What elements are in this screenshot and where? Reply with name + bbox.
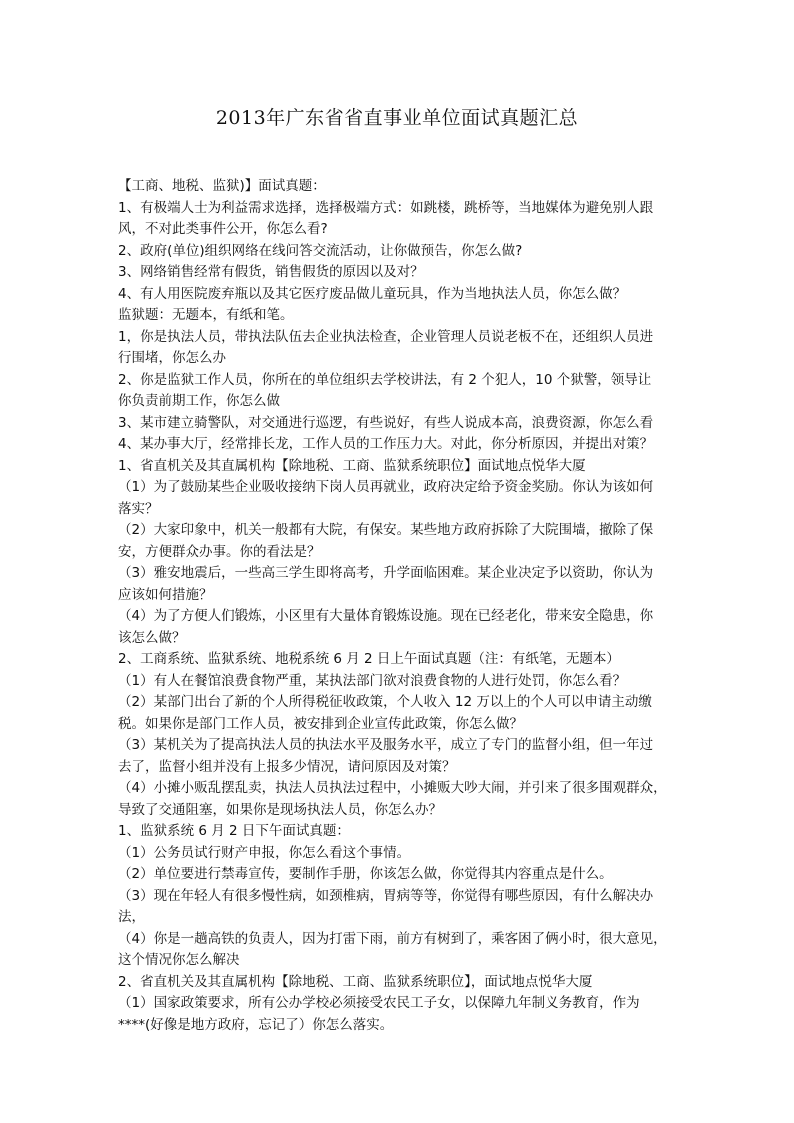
text-line: （1）公务员试行财产申报，你怎么看这个事情。 [118,844,411,861]
text-line: （2）某部门出台了新的个人所得税征收政策，个人收入 12 万以上的个人可以申请主动缴 [118,694,652,710]
text-line: 落实？ [118,500,159,517]
text-line: （4）小摊小贩乱摆乱卖，执法人员执法过程中，小摊贩大吵大闹，并引来了很多围观群众， [118,780,667,796]
text-line: （3）现在年轻人有很多慢性病，如颈椎病，胃病等等，你觉得有哪些原因，有什么解决办 [118,887,654,904]
text-line: （3）雅安地震后，一些高三学生即将高考，升学面临困难。某企业决定予以资助，你认为 [118,565,654,581]
text-line: 1，你是执法人员，带执法队伍去企业执法检查，企业管理人员说老板不在，还组织人员进 [118,328,654,345]
text-line: ****(好像是地方政府，忘记了）你怎么落实。 [118,1016,394,1033]
text-line: 4、有人用医院废弃瓶以及其它医疗废品做儿童玩具，作为当地执法人员，你怎么做？ [118,285,627,302]
text-line: 1、有极端人士为利益需求选择，选择极端方式：如跳楼，跳桥等，当地媒体为避免别人跟 [118,199,654,216]
text-line: 3、网络销售经常有假货，销售假货的原因以及对？ [118,264,424,280]
text-line: （1）为了鼓励某些企业吸收接纳下岗人员再就业，政府决定给予资金奖励。你认为该如何 [118,479,654,495]
text-line: 行围堵，你怎么办 [118,350,226,366]
text-line: 去了，监督小组并没有上报多少情况，请问原因及对策？ [118,758,456,775]
text-line: 这个情况你怎么解决 [118,952,240,968]
text-line: 1、监狱系统 6 月 2 日下午面试真题： [118,823,350,839]
text-line: 你负责前期工作，你怎么做 [118,393,280,409]
text-line: 应该如何措施？ [118,586,213,603]
text-line: 监狱题：无题本，有纸和笔。 [118,307,294,323]
document-body [118,176,678,1036]
text-line: （4）你是一趟高铁的负责人，因为打雷下雨，前方有树到了，乘客困了俩小时，很大意见， [118,930,667,947]
text-line: 1、省直机关及其直属机构【除地税、工商、监狱系统职位】面试地点悦华大厦 [118,457,586,474]
text-line: （2）单位要进行禁毒宣传，要制作手册，你该怎么做，你觉得其内容重点是什么。 [118,866,613,882]
text-line: 2、省直机关及其直属机构【除地税、工商、监狱系统职位】，面试地点悦华大厦 [118,973,593,990]
text-line: （2）大家印象中，机关一般都有大院，有保安。某些地方政府拆除了大院围墙，撤除了保 [118,522,654,538]
text-line: 4、某办事大厅，经常排长龙，工作人员的工作压力大。对此，你分析原因，并提出对策？ [118,436,654,452]
text-line: （1）有人在餐馆浪费食物严重，某执法部门欲对浪费食物的人进行处罚，你怎么看？ [118,672,627,689]
text-line: 2、你是监狱工作人员，你所在的单位组织去学校讲法，有 2 个犯人，10 个狱警，领导让 [118,371,652,388]
text-line: 风，不对此类事件公开，你怎么看? [118,221,328,237]
text-line: 2、工商系统、监狱系统、地税系统 6 月 2 日上午面试真题（注：有纸笔，无题本） [118,651,620,667]
text-line: （4）为了方便人们锻炼，小区里有大量体育锻炼设施。现在已经老化，带来安全隐患，你 [118,608,654,624]
text-line: （3）某机关为了提高执法人员的执法水平及服务水平，成立了专门的监督小组，但一年过 [118,737,654,753]
text-line: 导致了交通阻塞，如果你是现场执法人员，你怎么办？ [118,801,442,818]
text-line: 【工商、地税、监狱)】面试真题： [118,178,326,194]
text-line: 2、政府(单位)组织网络在线问答交流活动，让你做预告，你怎么做? [118,242,523,259]
text-line: 该怎么做？ [118,629,186,646]
text-line: （1）国家政策要求，所有公办学校必须接受农民工子女，以保障九年制义务教育，作为 [118,995,640,1011]
document-title: 2013年广东省省直事业单位面试真题汇总 [215,107,579,129]
text-line: 3、某市建立骑警队，对交通进行巡逻，有些说好，有些人说成本高，浪费资源，你怎么看 [118,414,654,431]
text-line: 安，方便群众办事。你的看法是？ [118,543,321,560]
text-line: 法， [118,909,145,925]
text-line: 税。如果你是部门工作人员，被安排到企业宣传此政策，你怎么做？ [118,715,523,732]
